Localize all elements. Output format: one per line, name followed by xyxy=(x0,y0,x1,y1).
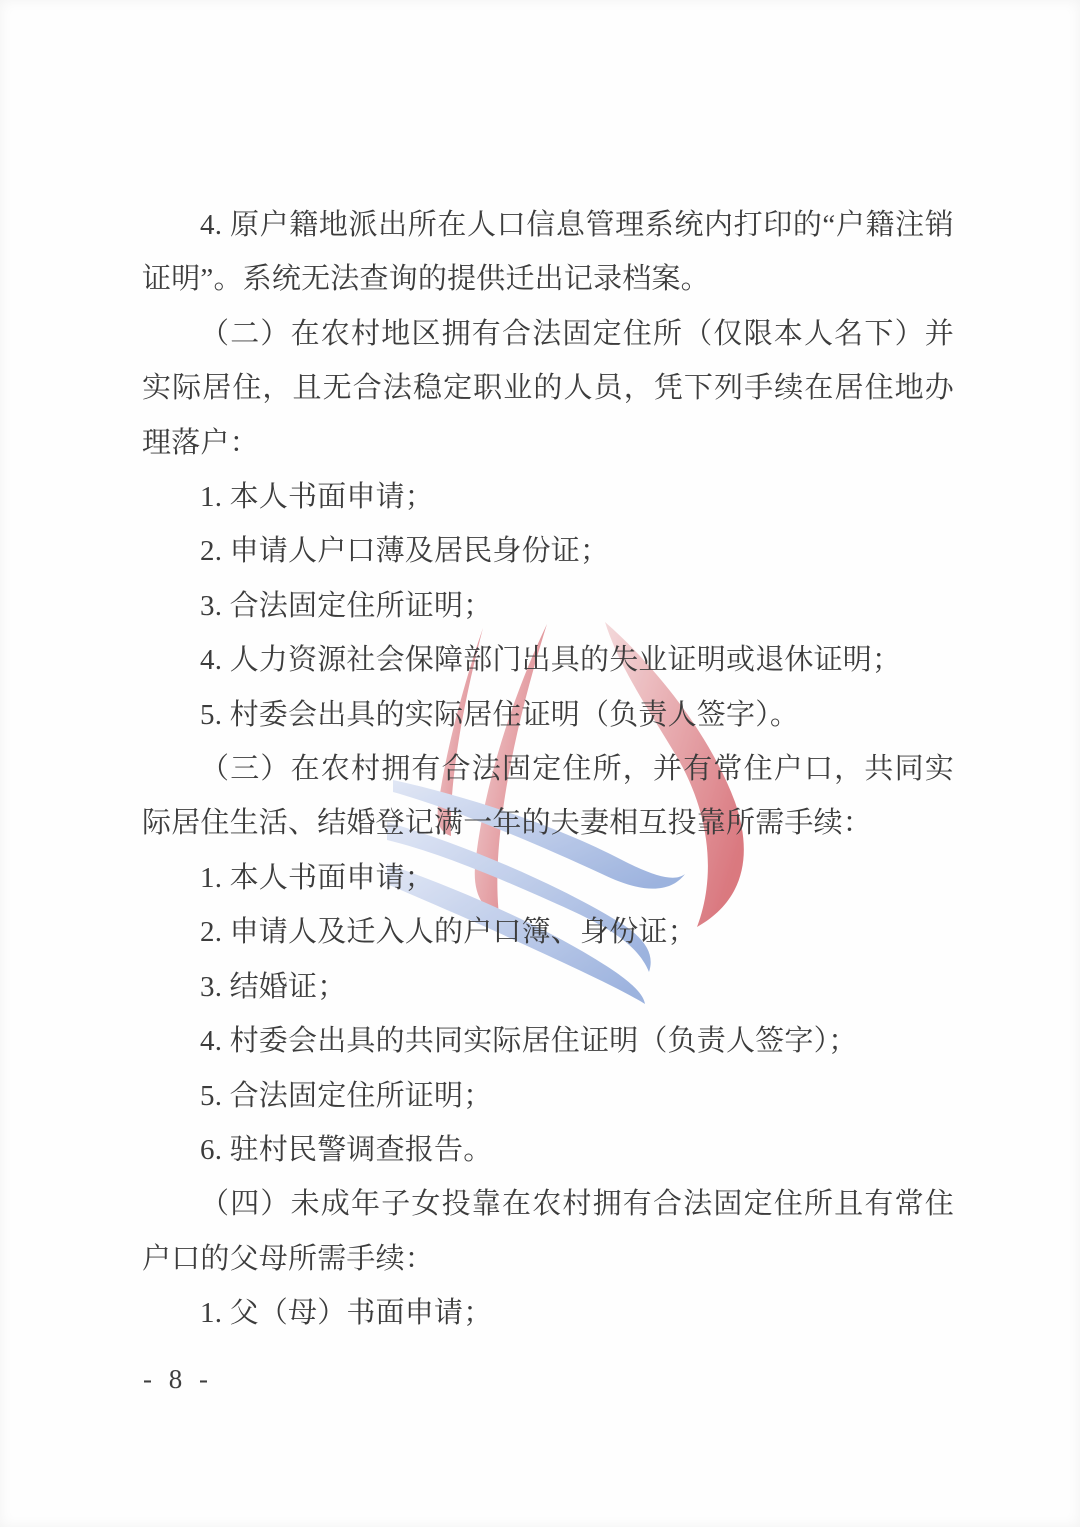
list-item: 4. 人力资源社会保障部门出具的失业证明或退休证明； xyxy=(200,644,902,677)
list-item: 2. 申请人户口薄及居民身份证； xyxy=(200,535,610,568)
list-item: 5. 合法固定住所证明； xyxy=(200,1079,493,1112)
list-item: 3. 结婚证； xyxy=(200,970,347,1003)
list-item: 1. 本人书面申请； xyxy=(200,861,435,894)
document-body xyxy=(142,198,954,1341)
list-item: 4. 村委会出具的共同实际居住证明（负责人签字）； xyxy=(200,1025,858,1058)
paragraph-section-4-heading: （四）未成年子女投靠在农村拥有合法固定住所且有常住户口的父母所需手续： xyxy=(142,1188,954,1275)
page-footer xyxy=(143,1364,213,1395)
list-item: 2. 申请人及迁入人的户口簿、身份证； xyxy=(200,916,697,949)
list-item: 1. 父（母）书面申请； xyxy=(200,1297,493,1330)
list-item: 6. 驻村民警调查报告。 xyxy=(200,1133,493,1166)
list-item: 5. 村委会出具的实际居住证明（负责人签字）。 xyxy=(200,698,800,731)
page-number: - 8 - xyxy=(143,1364,213,1394)
list-item: 3. 合法固定住所证明； xyxy=(200,589,493,622)
paragraph-item4-printout: 4. 原户籍地派出所在人口信息管理系统内打印的“户籍注销证明”。系统无法查询的提供迁出记录档案。 xyxy=(142,209,954,296)
paragraph-section-3-heading: （三）在农村拥有合法固定住所，并有常住户口，共同实际居住生活、结婚登记满一年的夫妻相互投靠所需手续： xyxy=(142,753,954,840)
list-item: 1. 本人书面申请； xyxy=(200,481,435,514)
paragraph-section-2-heading: （二）在农村地区拥有合法固定住所（仅限本人名下）并实际居住，且无合法稳定职业的人员，凭下列手续在居住地办理落户： xyxy=(142,317,954,459)
